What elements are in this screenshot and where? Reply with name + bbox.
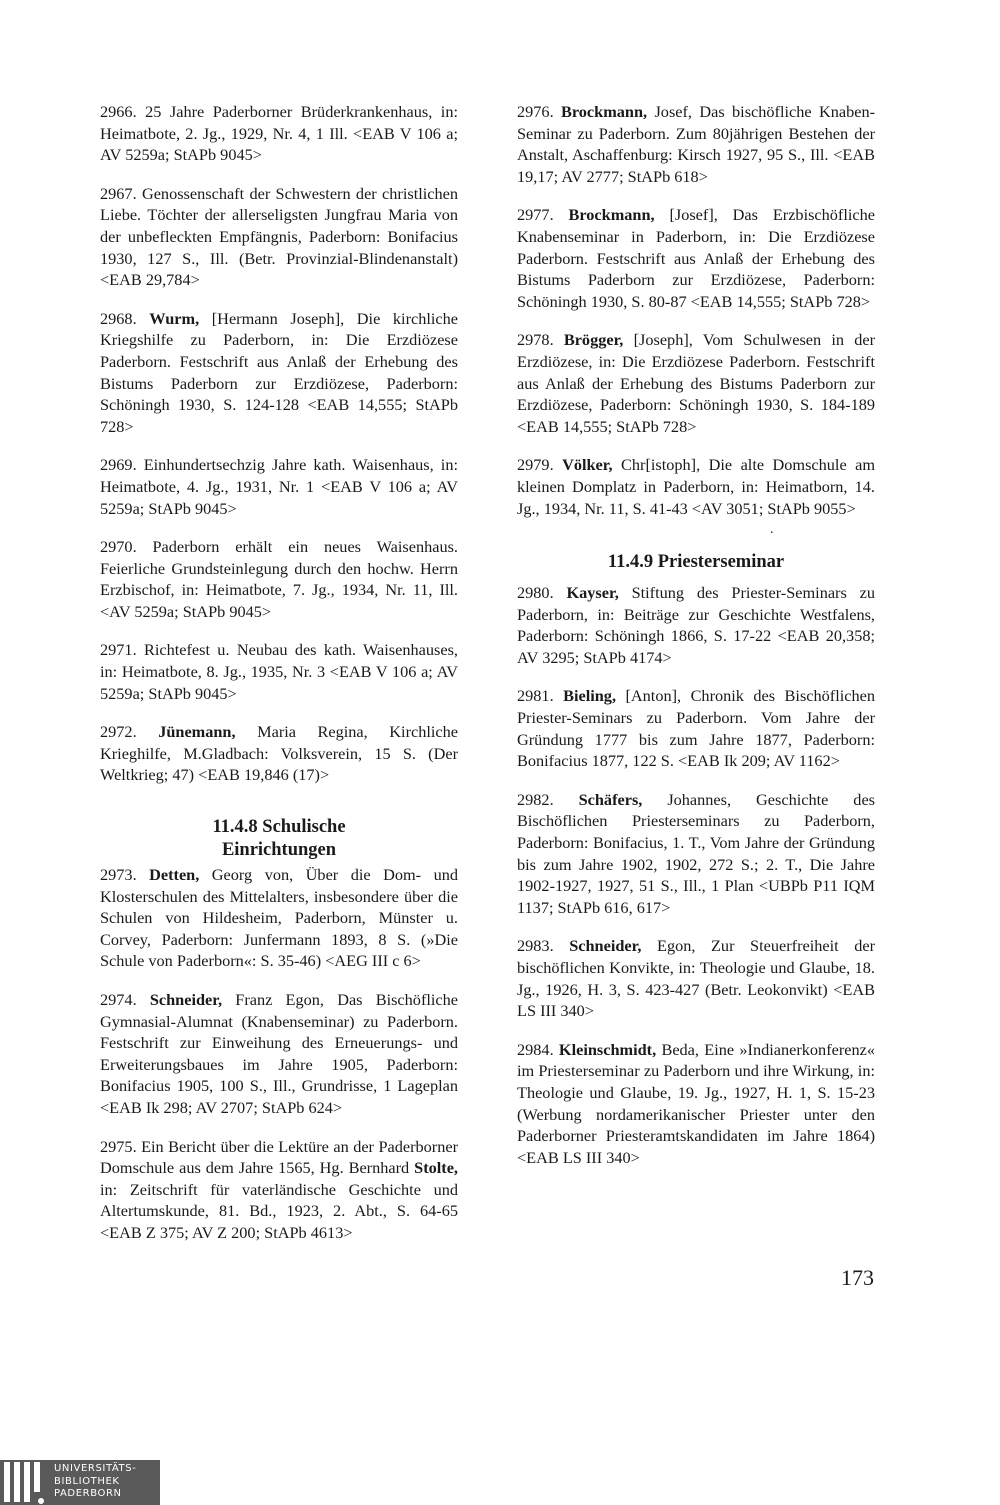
heading-line-1: 11.4.8 Schulische [212, 817, 346, 838]
left-column [100, 101, 458, 1261]
entry-author: Bieling, [563, 686, 617, 706]
entry-2973 [100, 864, 458, 972]
entry-text: Paderborn erhält ein neues Waisenhaus. Feierliche Grundsteinlegung durch den hochw. Herrn Erzbischof, in: Heimatbote, 7. Jg., 1934, Nr. 11, Ill. <AV 5259a; StAPb 9045> [100, 537, 459, 621]
entry-author: Detten, [149, 865, 200, 885]
page-number: 173 [841, 1265, 874, 1290]
entry-2981 [517, 685, 875, 771]
entry-text: Beda, Eine »Indianerkonferenz« im Priesterseminar zu Paderborn und ihre Wirkung, in: Theologie und Glaube, 19. Jg., 1927, H. 1, S. 15-23 (Werbung nordamerikanischer Priester unter den Paderborner Priesteramtskandidaten im Jahre 1864) <EAB LS III 340> [517, 1039, 875, 1167]
entry-author: Brockmann, [568, 205, 655, 225]
entry-number: 2969. [100, 455, 144, 475]
entry-number: 2968. [100, 308, 150, 328]
entry-number: 2981. [517, 686, 564, 706]
library-logo [0, 1460, 160, 1505]
entry-2978 [517, 329, 875, 437]
entry-author: Völker, [562, 455, 613, 475]
entry-text: Einhundertsechzig Jahre kath. Waisenhaus, in: Heimatbote, 4. Jg., 1931, Nr. 1 <EAB V 106 a; AV 5259a; StAPb 9045> [100, 455, 458, 518]
entry-number: 2967. [100, 183, 142, 203]
entry-text: [Anton], Chronik des Bischöflichen Priester-Seminars zu Paderborn. Vom Jahre der Gründung 1777 bis zum Jahre 1877, Paderborn: Bonifacius 1877, 122 S. <EAB Ik 209; AV 1162> [517, 686, 875, 771]
entry-author: Kleinschmidt, [558, 1039, 657, 1059]
entry-2971 [100, 639, 458, 704]
entry-text: Stiftung des Priester-Seminars zu Paderborn, in: Beiträge zur Geschichte Westfalens, Paderborn: Schöningh 1866, S. 17-22 <EAB 20,358; AV 3295; StAPb 4174> [517, 583, 875, 667]
entry-text: [Josef], Das Erzbischöfliche Knabenseminar in Paderborn, in: Die Erzdiözese Paderborn. Festschrift aus Anlaß der Erhebung des Bistums Paderborn zur Erzdiözese, Paderborn: Schöningh 1930, S. 80-87 <EAB 14,555; StAPb 728> [517, 205, 875, 311]
entry-text: Genossenschaft der Schwestern der christlichen Liebe. Töchter der allerseligsten Jungfrau Maria von der unbefleckten Empfängnis, Paderborn: Bonifacius 1930, 127 S., Ill. (Betr. Provinzial-Blindenanstalt) <EAB 29,784> [100, 183, 458, 290]
entry-text: Ein Bericht über die Lektüre an der Paderborner Domschule aus dem Jahre 1565, Hg. Bernhard [100, 1136, 458, 1178]
entry-2970 [100, 536, 458, 622]
entry-2980 [517, 582, 875, 668]
heading-line-2: Einrichtungen [221, 840, 337, 861]
entry-number: 2971. [100, 640, 144, 660]
entry-author: Schäfers, [578, 789, 643, 809]
entry-2979 [517, 454, 875, 519]
entry-text: Chr[istoph], Die alte Domschule am kleinen Domplatz in Paderborn, in: Heimatborn, 14. Jg., 1934, Nr. 11, S. 41-43 <AV 3051; StAPb 9055> [517, 455, 876, 518]
section-heading-schulische-einrichtungen [100, 816, 458, 862]
entry-author: Schneider, [149, 990, 223, 1009]
entry-author: Brockmann, [561, 102, 648, 121]
entry-2969 [100, 454, 458, 519]
logo-line-1: UNIVERSITÄTS- [54, 1463, 137, 1474]
logo-line-3: PADERBORN [54, 1488, 122, 1499]
entry-text: [Joseph], Vom Schulwesen in der Erzdiözese, in: Die Erzdiözese Paderborn. Festschrift aus Anlaß der Erhebung des Bistums Paderborn zur Erzdiözese, Paderborn: Schöningh 1930, S. 184-189 <EAB 14,555; StAPb 728> [517, 330, 876, 436]
entry-2977 [517, 204, 875, 312]
entry-text: Josef, Das bischöfliche Knaben-Seminar zu Paderborn. Zum 80jährigen Bestehen der Anstalt, Aschaffenburg: Kirsch 1927, 95 S., Ill. <EAB 19,17; AV 2777; StAPb 618> [517, 102, 876, 186]
entry-number: 2974. [100, 990, 150, 1009]
entry-text: Egon, Zur Steuerfreiheit der bischöflichen Konvikte, in: Theologie und Glaube, 18. Jg., 1926, H. 3, S. 423-427 (Betr. Leokonvikt) <EAB LS III 340> [517, 936, 876, 1021]
entry-author: Schneider, [569, 936, 642, 956]
right-column [517, 101, 875, 1185]
entry-author: Stolte, [414, 1158, 458, 1178]
entry-number: 2972. [100, 722, 159, 742]
entry-2976 [517, 101, 875, 187]
entry-number: 2984. [517, 1039, 559, 1059]
entry-author: Brögger, [563, 330, 624, 350]
entry-2968 [100, 308, 458, 438]
entry-number: 2970. [100, 537, 153, 557]
entry-2984 [517, 1039, 875, 1169]
entry-text: Johannes, Geschichte des Bischöflichen Priesterseminars zu Paderborn, Paderborn: Bonifacius, 1. T., Vom Jahre der Gründung bis zum Jahre 1902, 1902, 272 S.; 2. T., Die Jahre 1902-1927, 1927, 51 S., Ill., 1 Plan <UBPb P11 IQM 1137; StAPb 616, 617> [517, 789, 876, 917]
entry-number: 2978. [517, 330, 564, 350]
library-logo-icon [4, 1462, 48, 1502]
entry-2974 [100, 989, 458, 1119]
entry-text: Georg von, Über die Dom- und Klosterschulen des Mittelalters, insbesondere über die Schulen von Hildesheim, Paderborn, Münster u. Corvey, Paderborn: Junfermann 1893, 8 S. (»Die Schule von Paderborn«: S. 35-46) <AEG III c 6> [100, 865, 458, 971]
entry-text: [Hermann Joseph], Die kirchliche Kriegshilfe zu Paderborn, in: Die Erzdiözese Paderborn. Festschrift aus Anlaß der Erhebung des Bistums Paderborn zur Erzdiözese, Paderborn: Schöningh 1930, S. 124-128 <EAB 14,555; StAPb 728> [100, 308, 459, 436]
entry-number: 2979. [517, 455, 563, 475]
stray-dot: . [770, 522, 774, 538]
entry-2982 [517, 789, 875, 919]
entry-text: Franz Egon, Das Bischöfliche Gymnasial-Alumnat (Knabenseminar) zu Paderborn. Festschrift zur Einweihung des Erneuerungs- und Erweiterungsbaues im Jahre 1905, Paderborn: Bonifacius 1905, 100 S., Ill., Grundrisse, 1 Lageplan <EAB Ik 298; AV 2707; StAPb 624> [100, 990, 459, 1117]
library-logo-text [54, 1463, 136, 1501]
logo-dot-icon [38, 1498, 44, 1504]
logo-line-2: BIBLIOTHEK [54, 1475, 120, 1487]
entry-number: 2976. [517, 102, 561, 121]
entry-number: 2973. [100, 865, 150, 885]
entry-2966 [100, 101, 458, 166]
entry-author: Kayser, [566, 583, 619, 603]
entry-2975 [100, 1136, 458, 1244]
entry-number: 2980. [517, 583, 567, 603]
entry-number: 2983. [517, 936, 570, 956]
entry-2967 [100, 183, 458, 291]
entry-number: 2977. [517, 205, 569, 225]
section-heading-priesterseminar: 11.4.9 Priesterseminar [607, 552, 785, 573]
entry-2972 [100, 721, 458, 786]
entry-author: Jünemann, [158, 722, 236, 742]
entry-number: 2966. [100, 102, 146, 121]
entry-text: Maria Regina, Kirchliche Krieghilfe, M.Gladbach: Volksverein, 15 S. (Der Weltkrieg; 47) <EAB 19,846 (17)> [100, 722, 458, 785]
stray-mark [517, 519, 875, 551]
entry-2983 [517, 935, 875, 1021]
entry-text: Richtefest u. Neubau des kath. Waisenhauses, in: Heimatbote, 8. Jg., 1935, Nr. 3 <EAB V 106 a; AV 5259a; StAPb 9045> [100, 640, 458, 703]
entry-number: 2975. [100, 1136, 142, 1156]
entry-number: 2982. [517, 789, 579, 809]
entry-author: Wurm, [149, 308, 200, 328]
entry-text-cont: in: Zeitschrift für vaterländische Geschichte und Altertumskunde, 81. Bd., 1923, 2. Abt., S. 64-65 <EAB Z 375; AV Z 200; StAPb 4613> [100, 1179, 458, 1242]
entry-text: 25 Jahre Paderborner Brüderkrankenhaus, in: Heimatbote, 2. Jg., 1929, Nr. 4, 1 Ill. <EAB V 106 a; AV 5259a; StAPb 9045> [100, 102, 458, 165]
